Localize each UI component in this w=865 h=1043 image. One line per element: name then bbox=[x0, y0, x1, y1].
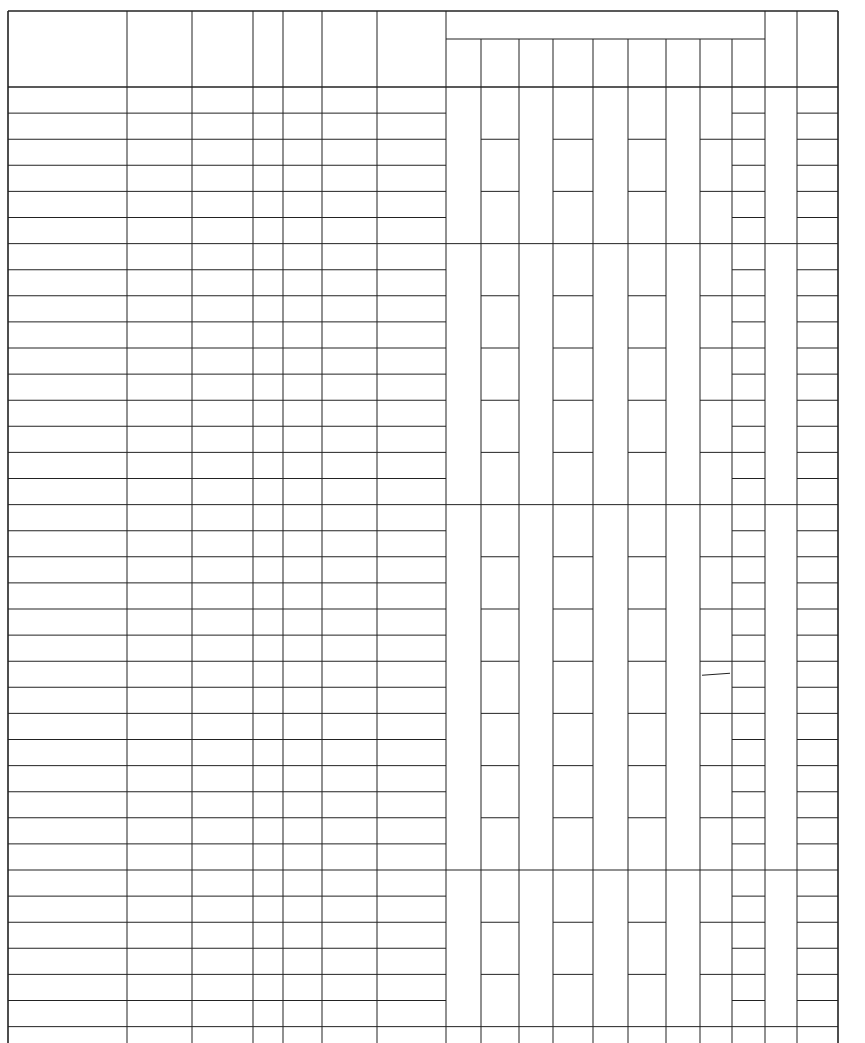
strike-line bbox=[702, 673, 730, 675]
